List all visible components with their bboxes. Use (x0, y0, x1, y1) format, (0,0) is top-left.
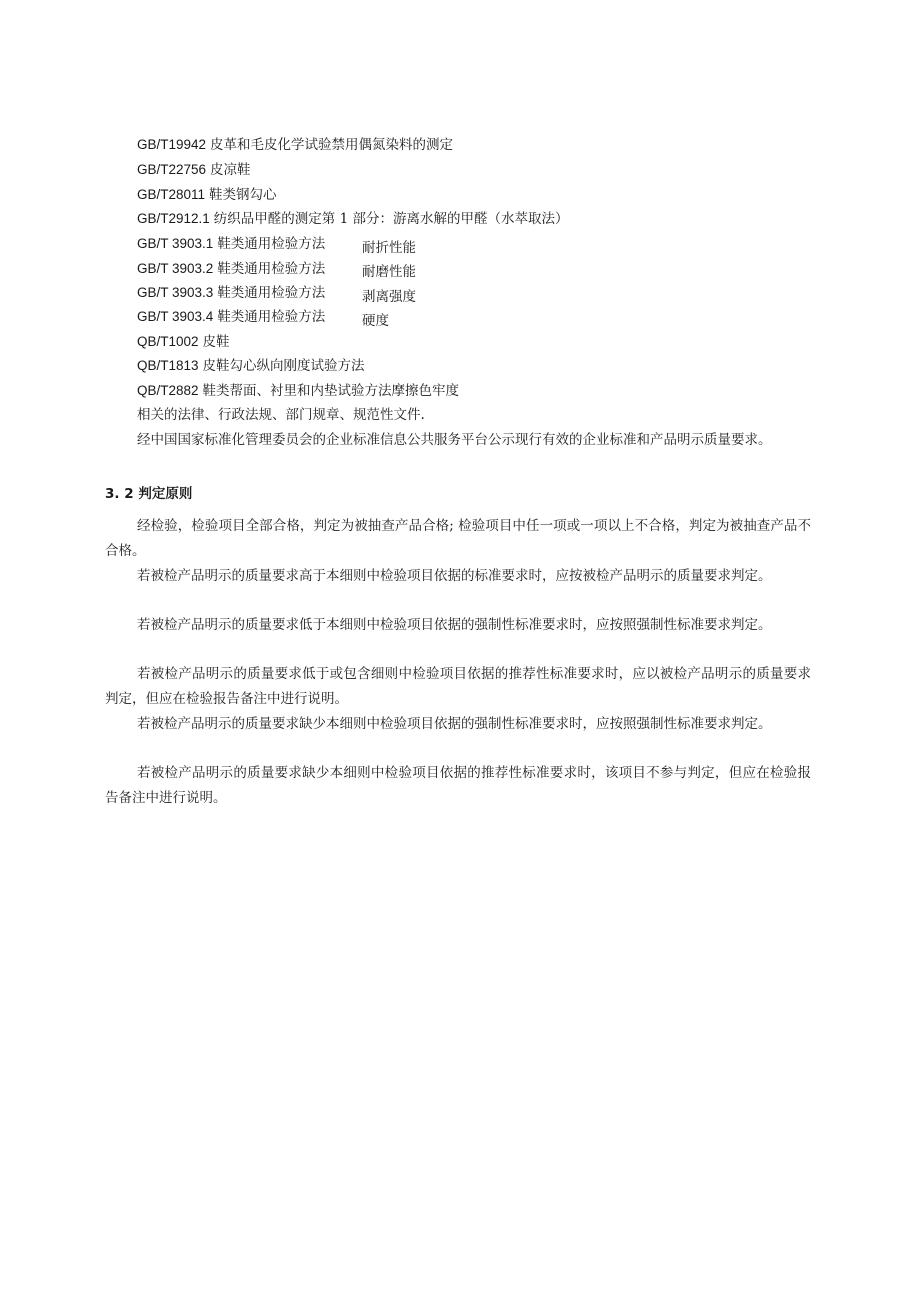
standard-code: QB/T1813 (137, 358, 199, 373)
standard-title: 鞋类通用检验方法 (217, 261, 326, 277)
related-regulations-line: 相关的法律、行政法规、部门规章、规范性文件. (137, 407, 425, 423)
standard-item (137, 183, 277, 207)
standard-subpart: 耐磨性能 (362, 264, 416, 280)
standard-item (137, 281, 325, 305)
standard-code: GB/T28011 (137, 187, 206, 202)
standard-title: 鞋类帮面、衬里和内垫试验方法摩擦色牢度 (202, 383, 460, 399)
judgement-paragraph: 经检验，检验项目全部合格，判定为被抽查产品合格; 检验项目中任一项或一项以上不合格，判定为被抽查产品不合格。 (105, 518, 811, 559)
enterprise-standard-paragraph: 经中国国家标准化管理委员会的企业标准信息公共服务平台公示现行有效的企业标准和产品明示质量要求。 (137, 432, 772, 448)
section-heading: 3. 2 判定原则 (105, 486, 193, 502)
standard-title: 皮鞋勾心纵向刚度试验方法 (202, 358, 365, 374)
standard-code: GB/T 3903.1 (137, 236, 214, 251)
judgement-paragraph: 若被检产品明示的质量要求低于或包含细则中检验项目依据的推荐性标准要求时，应以被检产品明示的质量要求判定，但应在检验报告备注中进行说明。 (105, 666, 811, 707)
standard-title: 皮鞋 (202, 334, 230, 350)
standard-item (137, 133, 453, 157)
judgement-paragraph: 若被检产品明示的质量要求低于本细则中检验项目依据的强制性标准要求时，应按照强制性标准要求判定。 (137, 617, 772, 633)
standard-title: 鞋类钢勾心 (209, 187, 277, 203)
standard-title: 鞋类通用检验方法 (217, 285, 326, 301)
standard-title: 纺织品甲醛的测定第 1 部分：游离水解的甲醛（水萃取法） (213, 211, 569, 227)
standard-code: GB/T19942 (137, 137, 207, 152)
standard-code: GB/T2912.1 (137, 211, 210, 226)
judgement-paragraph: 若被检产品明示的质量要求缺少本细则中检验项目依据的推荐性标准要求时，该项目不参与判定，但应在检验报告备注中进行说明。 (105, 765, 811, 806)
judgement-paragraph: 若被检产品明示的质量要求缺少本细则中检验项目依据的强制性标准要求时，应按照强制性标准要求判定。 (137, 716, 772, 732)
standard-code: QB/T2882 (137, 383, 199, 398)
standard-title: 鞋类通用检验方法 (217, 309, 326, 325)
standard-item (137, 379, 459, 403)
judgement-paragraph: 若被检产品明示的质量要求高于本细则中检验项目依据的标准要求时，应按被检产品明示的质量要求判定。 (137, 568, 772, 584)
standard-subpart: 剥离强度 (362, 289, 416, 305)
standard-subpart: 硬度 (362, 313, 389, 329)
standard-code: GB/T 3903.2 (137, 261, 214, 276)
standard-item (137, 354, 365, 378)
standard-code: GB/T22756 (137, 162, 207, 177)
standard-code: QB/T1002 (137, 334, 199, 349)
standard-item (137, 158, 251, 182)
standard-title: 鞋类通用检验方法 (217, 236, 326, 252)
standard-code: GB/T 3903.3 (137, 285, 214, 300)
standard-subpart: 耐折性能 (362, 240, 416, 256)
standard-item (137, 207, 568, 231)
standard-code: GB/T 3903.4 (137, 309, 214, 324)
standard-item (137, 232, 325, 256)
standard-title: 皮革和毛皮化学试验禁用偶氮染料的测定 (210, 137, 454, 153)
standard-item (137, 305, 325, 329)
standard-title: 皮凉鞋 (210, 162, 251, 178)
standard-item (137, 330, 230, 354)
standard-item (137, 257, 325, 281)
